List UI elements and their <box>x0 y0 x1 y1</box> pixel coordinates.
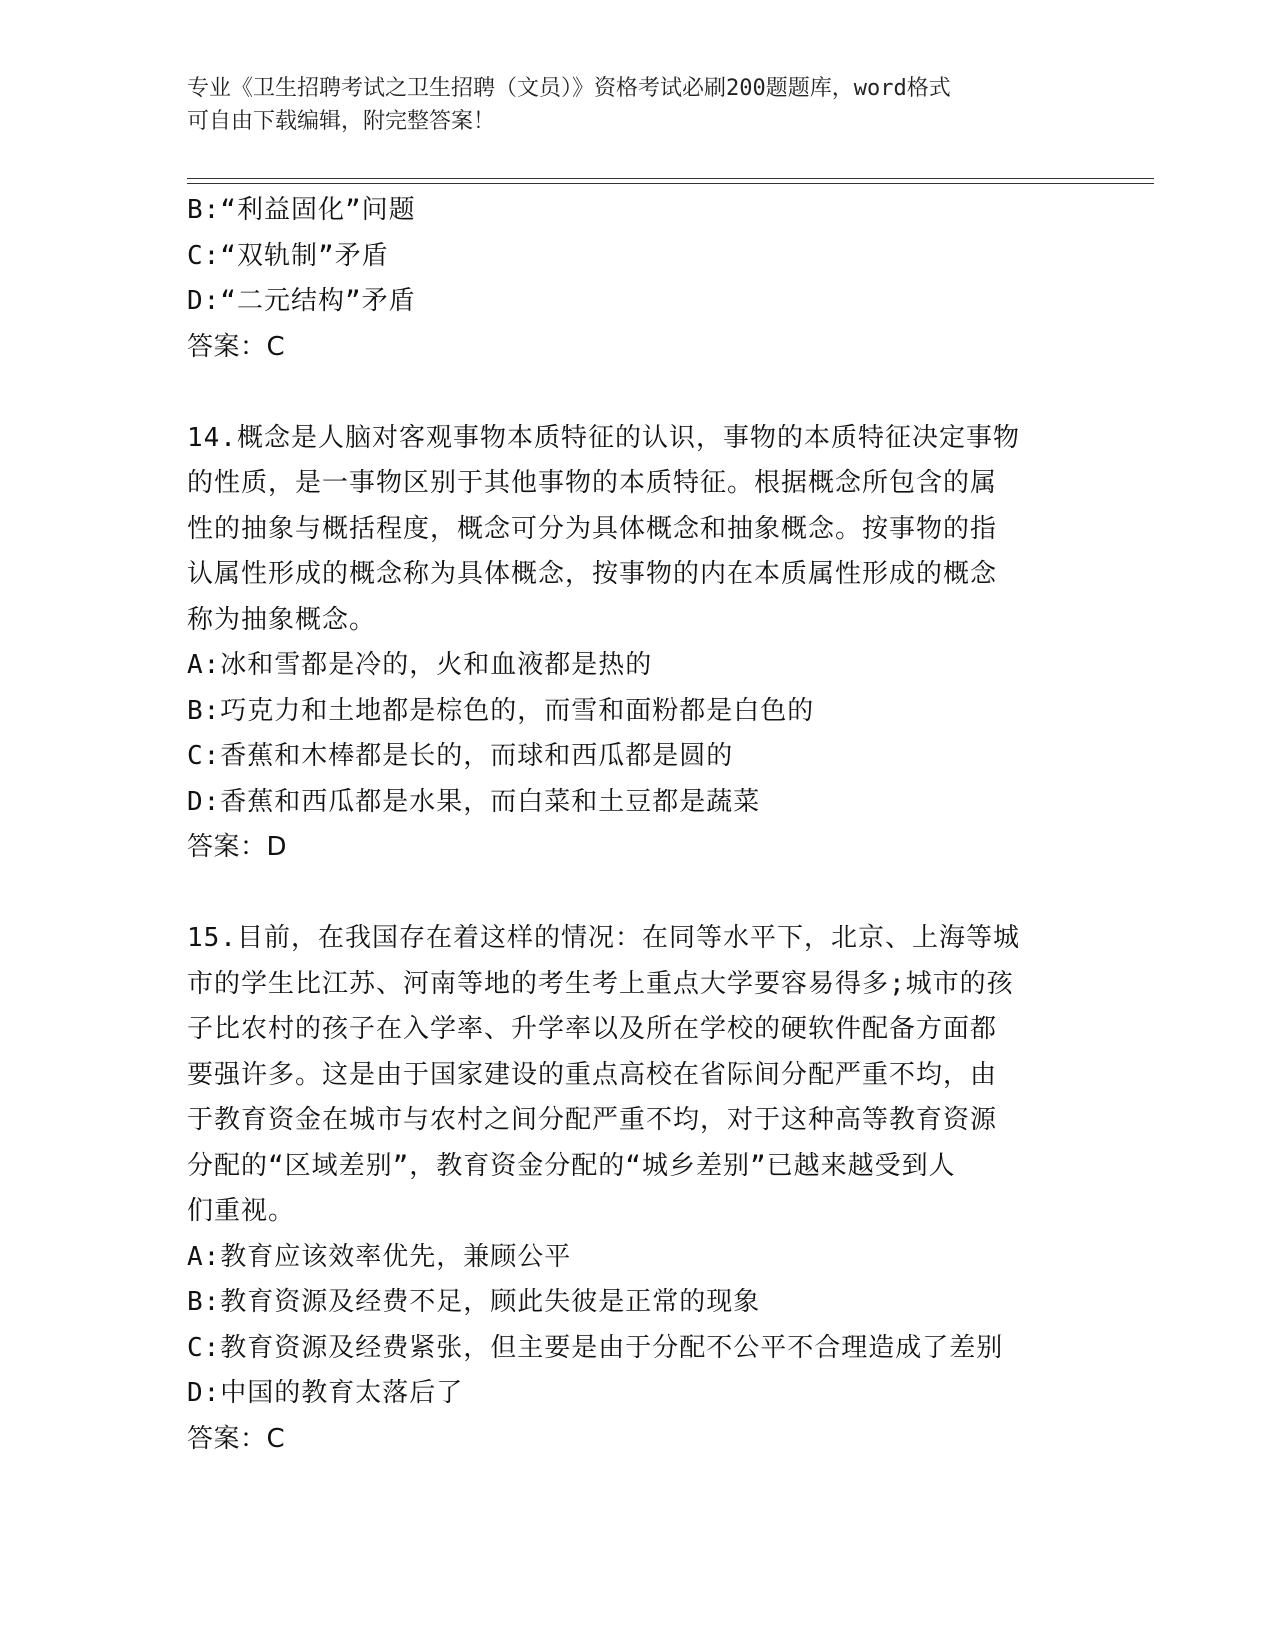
question-stem-line: 分配的“区域差别”，教育资金分配的“城乡差别”已越来越受到人 <box>187 1150 956 1181</box>
option-a: A:教育应该效率优先，兼顾公平 <box>187 1241 572 1272</box>
spacer <box>187 370 1087 416</box>
header-line-2: 可自由下载编辑，附完整答案！ <box>187 109 496 134</box>
option-a: A:冰和雪都是冷的，火和血液都是热的 <box>187 650 653 680</box>
question-stem-line: 性的抽象与概括程度，概念可分为具体概念和抽象概念。按事物的指 <box>187 513 998 544</box>
question-stem-line: 称为抽象概念。 <box>187 604 377 635</box>
option-c: C:教育资源及经费紧张，但主要是由于分配不公平不合理造成了差别 <box>187 1332 1004 1363</box>
option-c: C:香蕉和木棒都是长的，而球和西瓜都是圆的 <box>187 741 734 771</box>
question-stem-line: 于教育资金在城市与农村之间分配严重不均，对于这种高等教育资源 <box>187 1105 998 1135</box>
question-15 <box>187 916 1087 1462</box>
option-d: D:中国的教育太落后了 <box>187 1378 464 1408</box>
document-header <box>187 72 1067 138</box>
answer-line: 答案：C <box>187 1423 286 1454</box>
option-b: B:“利益固化”问题 <box>187 195 416 225</box>
option-b: B:教育资源及经费不足，顾此失彼是正常的现象 <box>187 1287 761 1317</box>
document-body <box>187 188 1087 1462</box>
header-rule-bottom <box>187 183 1154 184</box>
question-stem-line: 子比农村的孩子在入学率、升学率以及所在学校的硬软件配备方面都 <box>187 1014 998 1044</box>
question-13 <box>187 188 1087 370</box>
question-stem-line: 14.概念是人脑对客观事物本质特征的认识，事物的本质特征决定事物 <box>187 422 1020 453</box>
option-b: B:巧克力和土地都是棕色的，而雪和面粉都是白色的 <box>187 695 815 726</box>
header-rule-top <box>187 178 1154 179</box>
question-stem-line: 的性质，是一事物区别于其他事物的本质特征。根据概念所包含的属 <box>187 468 998 498</box>
option-d: D:香蕉和西瓜都是水果，而白菜和土豆都是蔬菜 <box>187 786 761 817</box>
question-stem-line: 要强许多。这是由于国家建设的重点高校在省际间分配严重不均，由 <box>187 1059 998 1090</box>
answer-line: 答案：D <box>187 832 288 862</box>
question-stem-line: 们重视。 <box>187 1196 296 1226</box>
spacer <box>187 871 1087 917</box>
question-14 <box>187 416 1087 871</box>
option-c: C:“双轨制”矛盾 <box>187 240 389 271</box>
header-line-1: 专业《卫生招聘考试之卫生招聘（文员）》资格考试必刷200题题库，word格式 <box>187 76 951 101</box>
question-stem-line: 认属性形成的概念称为具体概念，按事物的内在本质属性形成的概念 <box>187 559 998 589</box>
question-stem-line: 15.目前，在我国存在着这样的情况：在同等水平下，北京、上海等城 <box>187 923 1020 953</box>
option-d: D:“二元结构”矛盾 <box>187 286 416 316</box>
answer-line: 答案：C <box>187 331 286 362</box>
question-stem-line: 市的学生比江苏、河南等地的考生考上重点大学要容易得多;城市的孩 <box>187 968 1014 999</box>
